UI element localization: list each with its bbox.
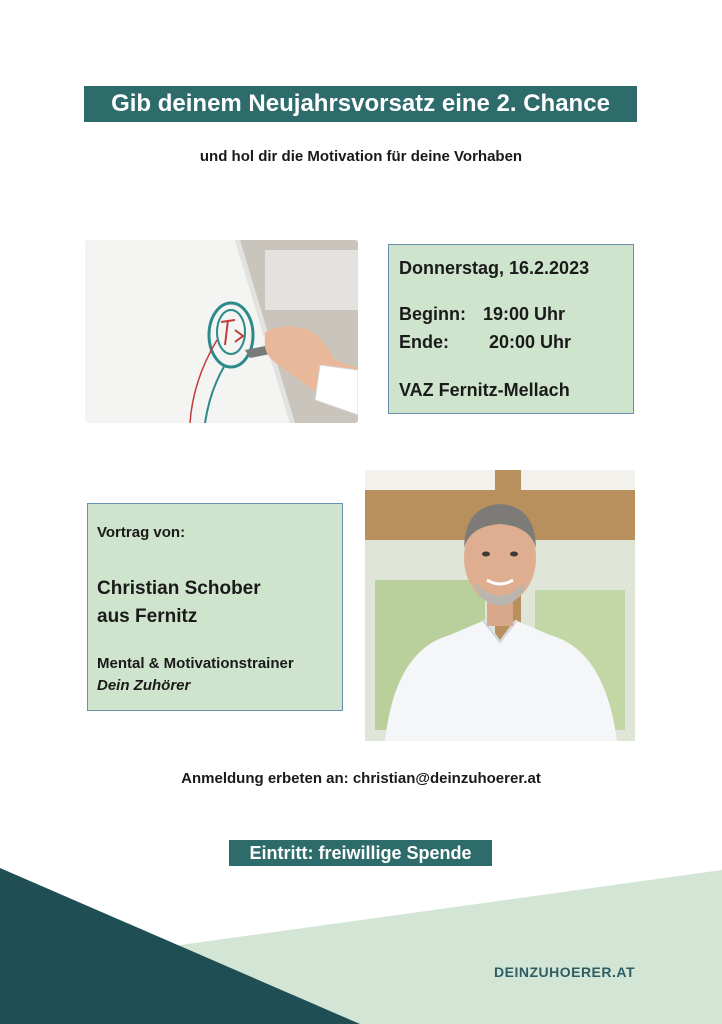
entry-text: Eintritt: freiwillige Spende	[249, 842, 472, 863]
headline-banner	[84, 86, 637, 122]
footer-decoration	[0, 850, 722, 1024]
whiteboard-photo	[85, 240, 358, 423]
whiteboard-illustration	[85, 240, 358, 423]
headline-text: Gib deinem Neujahrsvorsatz eine 2. Chance	[111, 90, 610, 117]
speaker-name-line1: Christian Schober	[97, 578, 261, 599]
speaker-brand: Dein Zuhörer	[97, 677, 191, 694]
portrait-illustration	[365, 470, 635, 741]
event-start-row	[399, 303, 565, 326]
event-start-time: 19:00 Uhr	[483, 304, 566, 324]
speaker-name	[97, 575, 261, 631]
speaker-intro: Vortrag von:	[97, 524, 186, 541]
event-end-label: Ende:	[399, 332, 450, 352]
event-end-row	[399, 331, 571, 354]
speaker-role: Mental & Motivationstrainer	[97, 655, 294, 672]
speaker-portrait	[365, 470, 635, 741]
footer-website: DEINZUHOERER.AT	[494, 964, 636, 980]
registration-text: Anmeldung erbeten an: christian@deinzuhoerer.at	[181, 770, 541, 787]
event-info-box	[388, 244, 634, 414]
speaker-name-line2: aus Fernitz	[97, 606, 198, 627]
event-venue: VAZ Fernitz-Mellach	[399, 380, 570, 400]
event-end-time: 20:00 Uhr	[489, 332, 572, 352]
event-start-label: Beginn:	[399, 304, 466, 324]
speaker-info-box	[87, 503, 343, 711]
subline-text: und hol dir die Motivation für deine Vorhaben	[199, 148, 523, 165]
event-date: Donnerstag, 16.2.2023	[399, 258, 590, 278]
